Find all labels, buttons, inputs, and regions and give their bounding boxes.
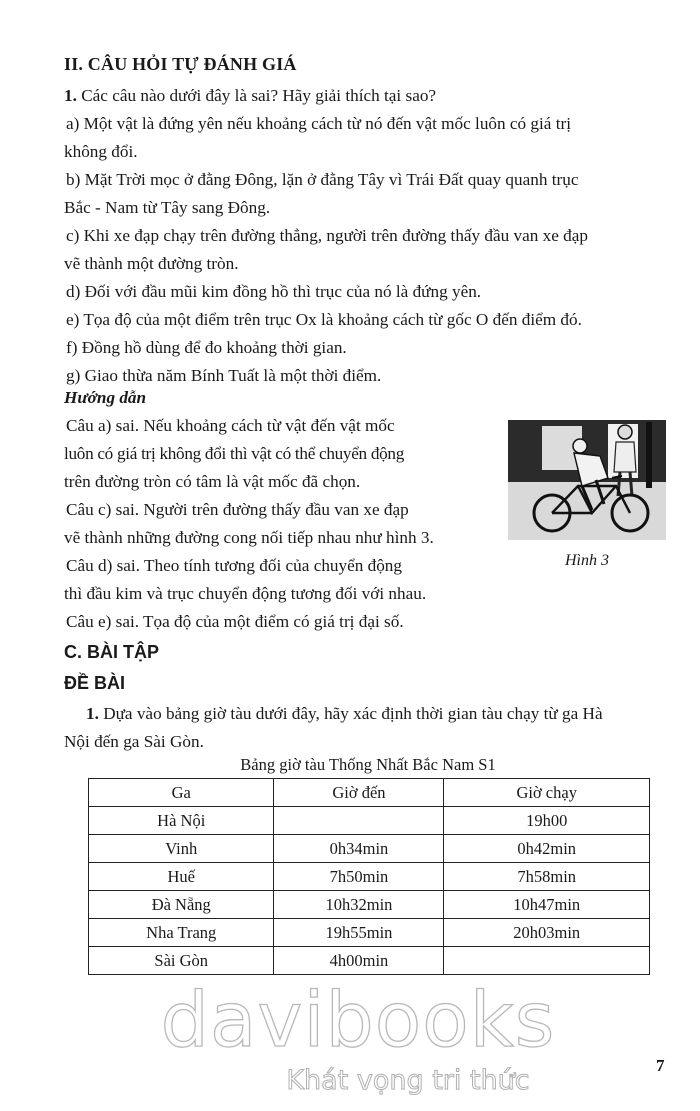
timetable-title: Bảng giờ tàu Thống Nhất Bắc Nam S1: [240, 755, 496, 774]
table-row: [89, 807, 650, 835]
question-text: Các câu nào dưới đây là sai? Hãy giải thích tại sao?: [81, 86, 437, 105]
table-row: [89, 835, 650, 863]
departure-cell: 7h58min: [444, 863, 650, 891]
guide-line: vẽ thành những đường cong nối tiếp nhau như hình 3.: [64, 528, 434, 547]
table-header-row: [89, 779, 650, 807]
guide-line: Câu a) sai. Nếu khoảng cách từ vật đến vật mốc: [66, 416, 395, 435]
statement-line: f) Đồng hồ dùng để đo khoảng thời gian.: [66, 338, 347, 357]
station-cell: Sài Gòn: [89, 947, 274, 975]
exercise-1-line-2: Nội đến ga Sài Gòn.: [64, 732, 204, 751]
arrival-cell: 10h32min: [274, 891, 444, 919]
table-row: [89, 863, 650, 891]
figure-cyclist: [508, 420, 666, 540]
header-arrival: Giờ đến: [274, 779, 444, 807]
guide-heading: Hướng dẫn: [64, 388, 147, 407]
statement-list: [64, 110, 664, 390]
station-cell: Vinh: [89, 835, 274, 863]
station-cell: Đà Nẵng: [89, 891, 274, 919]
page-number: 7: [656, 1056, 665, 1075]
table-row: [89, 891, 650, 919]
bicycle-illustration: [508, 420, 666, 540]
exercise-1: [64, 700, 664, 756]
question-number: 1.: [64, 86, 77, 105]
statement-line: b) Mặt Trời mọc ở đằng Đông, lặn ở đằng Tây vì Trái Đất quay quanh trục: [66, 170, 579, 189]
guide-line: luôn có giá trị không đổi thì vật có thể chuyển động: [64, 444, 405, 463]
exercise-1-line-1: [64, 700, 664, 728]
arrival-cell: 19h55min: [274, 919, 444, 947]
watermark-brand: davibooks: [160, 975, 556, 1064]
timetable-body: [89, 807, 650, 975]
header-departure: Giờ chạy: [444, 779, 650, 807]
statement-line: a) Một vật là đứng yên nếu khoảng cách từ nó đến vật mốc luôn có giá trị: [66, 114, 571, 133]
exercise-text: Dựa vào bảng giờ tàu dưới đây, hãy xác định thời gian tàu chạy từ ga Hà: [103, 704, 603, 723]
guide-text: [64, 412, 474, 636]
figure-caption: Hình 3: [565, 552, 609, 569]
guide-line: Câu d) sai. Theo tính tương đối của chuyển động: [66, 556, 402, 575]
arrival-cell: 4h00min: [274, 947, 444, 975]
exercise-number: 1.: [86, 704, 99, 723]
arrival-cell: 7h50min: [274, 863, 444, 891]
departure-cell: [444, 947, 650, 975]
statement-line: không đổi.: [64, 142, 138, 161]
departure-cell: 10h47min: [444, 891, 650, 919]
departure-cell: 19h00: [444, 807, 650, 835]
statement-line: d) Đối với đầu mũi kim đồng hồ thì trục của nó là đứng yên.: [66, 282, 482, 301]
header-station: Ga: [89, 779, 274, 807]
guide-line: Câu e) sai. Tọa độ của một điểm có giá trị đại số.: [66, 612, 404, 631]
section-heading: II. CÂU HỎI TỰ ĐÁNH GIÁ: [64, 54, 297, 74]
statement-line: Bắc - Nam từ Tây sang Đông.: [64, 198, 271, 217]
departure-cell: 0h42min: [444, 835, 650, 863]
exercise-subheading: ĐỀ BÀI: [64, 673, 126, 693]
question-intro: [64, 82, 664, 110]
station-cell: Nha Trang: [89, 919, 274, 947]
arrival-cell: 0h34min: [274, 835, 444, 863]
statement-line: vẽ thành một đường tròn.: [64, 254, 239, 273]
watermark-slogan: Khát vọng tri thức: [286, 1065, 530, 1096]
guide-heading-row: [64, 384, 664, 412]
question-block: [64, 82, 664, 110]
guide-line: thì đầu kim và trục chuyển động tương đối với nhau.: [64, 584, 427, 603]
arrival-cell: [274, 807, 444, 835]
table-row: [89, 947, 650, 975]
statement-line: e) Tọa độ của một điểm trên trục Ox là khoảng cách từ gốc O đến điểm đó.: [66, 310, 582, 329]
station-cell: Huế: [89, 863, 274, 891]
guide-line: Câu c) sai. Người trên đường thấy đầu van xe đạp: [66, 500, 409, 519]
train-timetable: [88, 778, 650, 975]
departure-cell: 20h03min: [444, 919, 650, 947]
section-c-heading: C. BÀI TẬP: [64, 642, 160, 662]
statement-line: c) Khi xe đạp chạy trên đường thẳng, người trên đường thấy đầu van xe đạp: [66, 226, 588, 245]
statement-line: g) Giao thừa năm Bính Tuất là một thời điểm.: [66, 366, 382, 385]
guide-line: trên đường tròn có tâm là vật mốc đã chọn.: [64, 472, 361, 491]
station-cell: Hà Nội: [89, 807, 274, 835]
table-row: [89, 919, 650, 947]
